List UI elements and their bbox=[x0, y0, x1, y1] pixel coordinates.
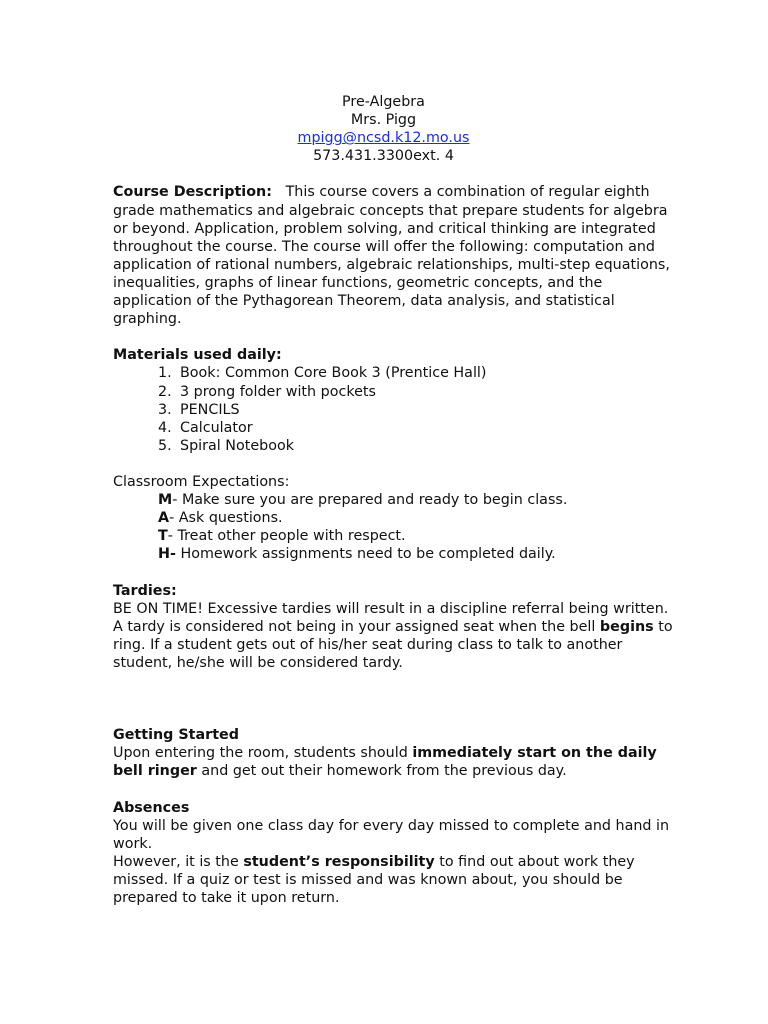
expectation-item: T- Treat other people with respect. bbox=[158, 528, 406, 545]
expectations-heading: Classroom Expectations: bbox=[113, 473, 290, 490]
getting-started-heading: Getting Started bbox=[113, 727, 239, 744]
course-description-heading: Course Description: bbox=[113, 184, 272, 201]
course-description-text: This course covers a combination of regular eighth grade mathematics and algebraic concepts that prepare students for algebra or beyond. Application, problem solving, and critical thinking are integrated throughout the course. The course will offer the following: computation and application of rational numbers, algebraic relationships, multi-step equations, inequalities, graphs of linear functions, geometric concepts, and the application of the Pythagorean Theorem, data analysis, and statistical graphing. bbox=[113, 184, 670, 328]
list-item: 5. Spiral Notebook bbox=[158, 437, 294, 454]
teacher-name: Mrs. Pigg bbox=[350, 112, 417, 129]
email-link[interactable]: mpigg@ncsd.k12.mo.us bbox=[297, 130, 470, 147]
expectation-item: M- Make sure you are prepared and ready to begin class. bbox=[158, 492, 568, 509]
list-item: 3. PENCILS bbox=[158, 401, 240, 418]
expectation-item: H- Homework assignments need to be completed daily. bbox=[158, 546, 556, 563]
absences-text-2: However, it is the student’s responsibility to find out about work they missed. If a quiz or test is missed and was known about, you should be prepared to take it upon return. bbox=[113, 853, 635, 907]
materials-list bbox=[113, 364, 673, 454]
getting-started-text: Upon entering the room, students should immediately start on the daily bell ringer and get out their homework from the previous day. bbox=[113, 745, 657, 780]
document-page bbox=[113, 93, 673, 907]
header-block bbox=[113, 93, 654, 165]
list-item: 4. Calculator bbox=[158, 419, 253, 436]
tardies-text: BE ON TIME! Excessive tardies will result in a discipline referral being written. A tardy is considered not being in your assigned seat when the bell begins to ring. If a student gets out of his/her seat during class to talk to another student, he/she will be considered tardy. bbox=[113, 600, 673, 671]
absences-text-1: You will be given one class day for every day missed to complete and hand in work. bbox=[113, 817, 670, 852]
absences-heading: Absences bbox=[113, 799, 190, 816]
course-description bbox=[113, 183, 673, 328]
tardies-heading: Tardies: bbox=[113, 582, 177, 599]
list-item: 2. 3 prong folder with pockets bbox=[158, 383, 376, 400]
course-title: Pre-Algebra bbox=[342, 94, 425, 110]
materials-heading: Materials used daily: bbox=[113, 347, 282, 364]
list-item: 1. Book: Common Core Book 3 (Prentice Hall) bbox=[158, 365, 487, 382]
expectation-item: A- Ask questions. bbox=[158, 510, 283, 527]
phone-number: 573.431.3300ext. 4 bbox=[313, 148, 454, 165]
